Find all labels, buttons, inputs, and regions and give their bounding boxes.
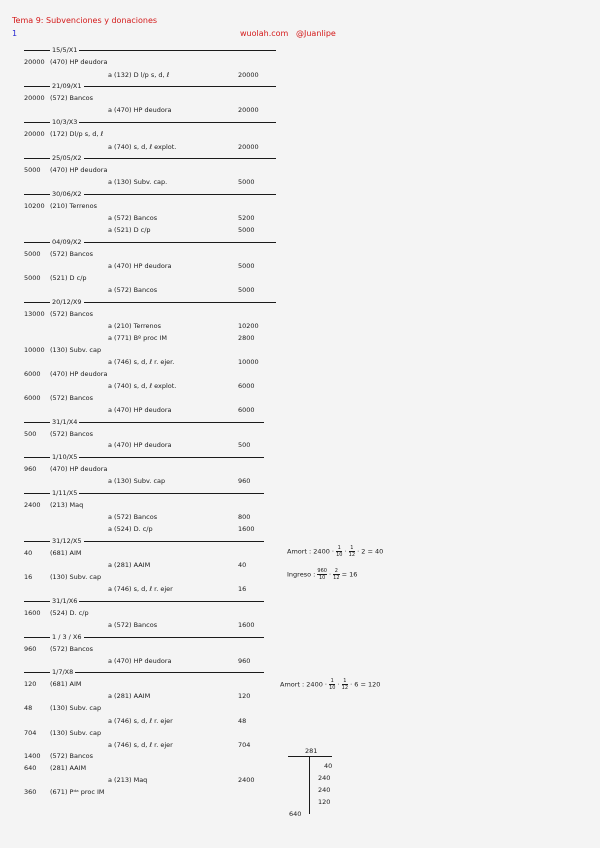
debit-amount: 40	[24, 549, 33, 557]
credit-amount: 2400	[238, 776, 255, 784]
credit-amount: 6000	[238, 382, 255, 390]
entry-date: 31/12/X5	[52, 537, 82, 545]
credit-account: a (740) s, d, ℓ explot.	[108, 143, 177, 151]
credit-account: a (470) HP deudora	[108, 441, 172, 449]
credit-amount: 20000	[238, 143, 259, 151]
credit-account: a (132) D l/p s, d, ℓ	[108, 71, 170, 79]
site-watermark: wuolah.com	[240, 29, 289, 38]
author-handle: @Juanlipe	[296, 29, 336, 38]
debit-account: (210) Terrenos	[50, 202, 97, 210]
credit-account: a (470) HP deudora	[108, 262, 172, 270]
credit-amount: 20000	[238, 71, 259, 79]
t-account-center-rule	[309, 756, 310, 814]
credit-amount: 5000	[238, 286, 255, 294]
note-amort-1: Amort : 2400 · $\frac{1}{10}$ · $\frac{1}{12}$ · 2 = 40	[287, 545, 384, 558]
debit-account: (572) Bancos	[50, 645, 94, 653]
credit-amount: 5000	[238, 262, 255, 270]
t-account-right-4: 120	[318, 798, 331, 806]
debit-account: (572) Bancos	[50, 430, 94, 438]
debit-account: (671) Pᵈᵃ proc IM	[50, 788, 105, 796]
entry-date: 30/06/X2	[52, 190, 82, 198]
credit-account: a (213) Maq	[108, 776, 148, 784]
debit-amount: 5000	[24, 274, 41, 282]
credit-account: a (572) Bancos	[108, 513, 158, 521]
entry-date: 1/7/X8	[52, 668, 74, 676]
credit-account: a (771) Bº proc IM	[108, 334, 167, 342]
debit-account: (572) Bancos	[50, 250, 94, 258]
debit-amount: 360	[24, 788, 37, 796]
entry-date: 1/10/X5	[52, 453, 78, 461]
credit-account: a (130) Subv. cap	[108, 477, 166, 485]
credit-amount: 500	[238, 441, 251, 449]
entry-date: 31/1/X4	[52, 418, 78, 426]
credit-amount: 16	[238, 585, 247, 593]
t-account-right-2: 240	[318, 774, 331, 782]
entry-date: 1 / 3 / X6	[52, 633, 82, 641]
debit-amount: 20000	[24, 94, 45, 102]
debit-account: (572) Bancos	[50, 310, 94, 318]
credit-amount: 5200	[238, 214, 255, 222]
credit-amount: 6000	[238, 406, 255, 414]
debit-account: (470) HP deudora	[50, 370, 108, 378]
credit-account: a (521) D c/p	[108, 226, 151, 234]
credit-account: a (572) Bancos	[108, 621, 158, 629]
credit-amount: 20000	[238, 106, 259, 114]
credit-account: a (746) s, d, ℓ r. ejer	[108, 585, 173, 593]
credit-amount: 10000	[238, 358, 259, 366]
debit-amount: 20000	[24, 58, 45, 66]
debit-amount: 20000	[24, 130, 45, 138]
debit-account: (681) AIM	[50, 549, 82, 557]
debit-amount: 704	[24, 729, 37, 737]
entry-date: 04/09/X2	[52, 238, 82, 246]
credit-amount: 48	[238, 717, 247, 725]
debit-account: (130) Subv. cap	[50, 573, 102, 581]
credit-account: a (130) Subv. cap.	[108, 178, 168, 186]
credit-account: a (524) D. c/p	[108, 525, 153, 533]
credit-amount: 2800	[238, 334, 255, 342]
credit-amount: 1600	[238, 621, 255, 629]
debit-amount: 16	[24, 573, 33, 581]
debit-amount: 6000	[24, 394, 41, 402]
credit-account: a (470) HP deudora	[108, 657, 172, 665]
debit-amount: 960	[24, 645, 37, 653]
credit-amount: 1600	[238, 525, 255, 533]
entry-date: 31/1/X6	[52, 597, 78, 605]
entry-date: 15/5/X1	[52, 46, 78, 54]
debit-amount: 48	[24, 704, 33, 712]
debit-amount: 1600	[24, 609, 41, 617]
debit-amount: 10000	[24, 346, 45, 354]
credit-account: a (470) HP deudora	[108, 406, 172, 414]
credit-account: a (470) HP deudora	[108, 106, 172, 114]
debit-account: (572) Bancos	[50, 394, 94, 402]
credit-account: a (746) s, d, ℓ r. ejer	[108, 741, 173, 749]
entry-date: 20/12/X9	[52, 298, 82, 306]
debit-account: (130) Subv. cap	[50, 729, 102, 737]
t-account-title: 281	[305, 747, 318, 755]
page-number: 1	[12, 29, 18, 38]
debit-account: (470) HP deudora	[50, 465, 108, 473]
credit-amount: 120	[238, 692, 251, 700]
credit-amount: 40	[238, 561, 247, 569]
credit-amount: 5000	[238, 178, 255, 186]
debit-amount: 2400	[24, 501, 41, 509]
debit-account: (130) Subv. cap	[50, 346, 102, 354]
t-account-top-rule	[288, 756, 332, 757]
credit-amount: 800	[238, 513, 251, 521]
credit-amount: 704	[238, 741, 251, 749]
t-account-left-1: 640	[289, 810, 302, 818]
debit-account: (172) Dl/p s, d, ℓ	[50, 130, 104, 138]
debit-amount: 1400	[24, 752, 41, 760]
note-amort-2: Amort : 2400 · $\frac{1}{10}$ · $\frac{1}{12}$ · 6 = 120	[280, 678, 381, 691]
page-title: Tema 9: Subvenciones y donaciones	[12, 16, 158, 25]
t-account-right-3: 240	[318, 786, 331, 794]
debit-account: (470) HP deudora	[50, 166, 108, 174]
debit-account: (213) Maq	[50, 501, 84, 509]
credit-amount: 960	[238, 657, 251, 665]
debit-account: (281) AAIM	[50, 764, 87, 772]
credit-account: a (740) s, d, ℓ explot.	[108, 382, 177, 390]
debit-amount: 120	[24, 680, 37, 688]
entry-date: 21/09/X1	[52, 82, 82, 90]
credit-account: a (281) AAIM	[108, 561, 151, 569]
credit-account: a (210) Terrenos	[108, 322, 162, 330]
credit-account: a (281) AAIM	[108, 692, 151, 700]
debit-amount: 640	[24, 764, 37, 772]
debit-amount: 500	[24, 430, 37, 438]
note-ingreso: Ingreso : $\frac{960}{10}$ · $\frac{2}{12}$ = 16	[287, 568, 358, 581]
credit-account: a (746) s, d, ℓ r. ejer.	[108, 358, 175, 366]
credit-account: a (572) Bancos	[108, 286, 158, 294]
debit-amount: 13000	[24, 310, 45, 318]
debit-account: (524) D. c/p	[50, 609, 89, 617]
debit-amount: 5000	[24, 250, 41, 258]
debit-account: (572) Bancos	[50, 752, 94, 760]
debit-amount: 960	[24, 465, 37, 473]
credit-account: a (746) s, d, ℓ r. ejer	[108, 717, 173, 725]
credit-amount: 960	[238, 477, 251, 485]
credit-account: a (572) Bancos	[108, 214, 158, 222]
entry-date: 25/05/X2	[52, 154, 82, 162]
debit-account: (681) AIM	[50, 680, 82, 688]
debit-account: (130) Subv. cap	[50, 704, 102, 712]
debit-account: (572) Bancos	[50, 94, 94, 102]
debit-amount: 6000	[24, 370, 41, 378]
entry-date: 1/11/X5	[52, 489, 78, 497]
debit-amount: 5000	[24, 166, 41, 174]
credit-amount: 5000	[238, 226, 255, 234]
debit-amount: 10200	[24, 202, 45, 210]
t-account-right-1: 40	[324, 762, 333, 770]
debit-account: (470) HP deudora	[50, 58, 108, 66]
entry-date: 10/3/X3	[52, 118, 78, 126]
debit-account: (521) D c/p	[50, 274, 87, 282]
credit-amount: 10200	[238, 322, 259, 330]
